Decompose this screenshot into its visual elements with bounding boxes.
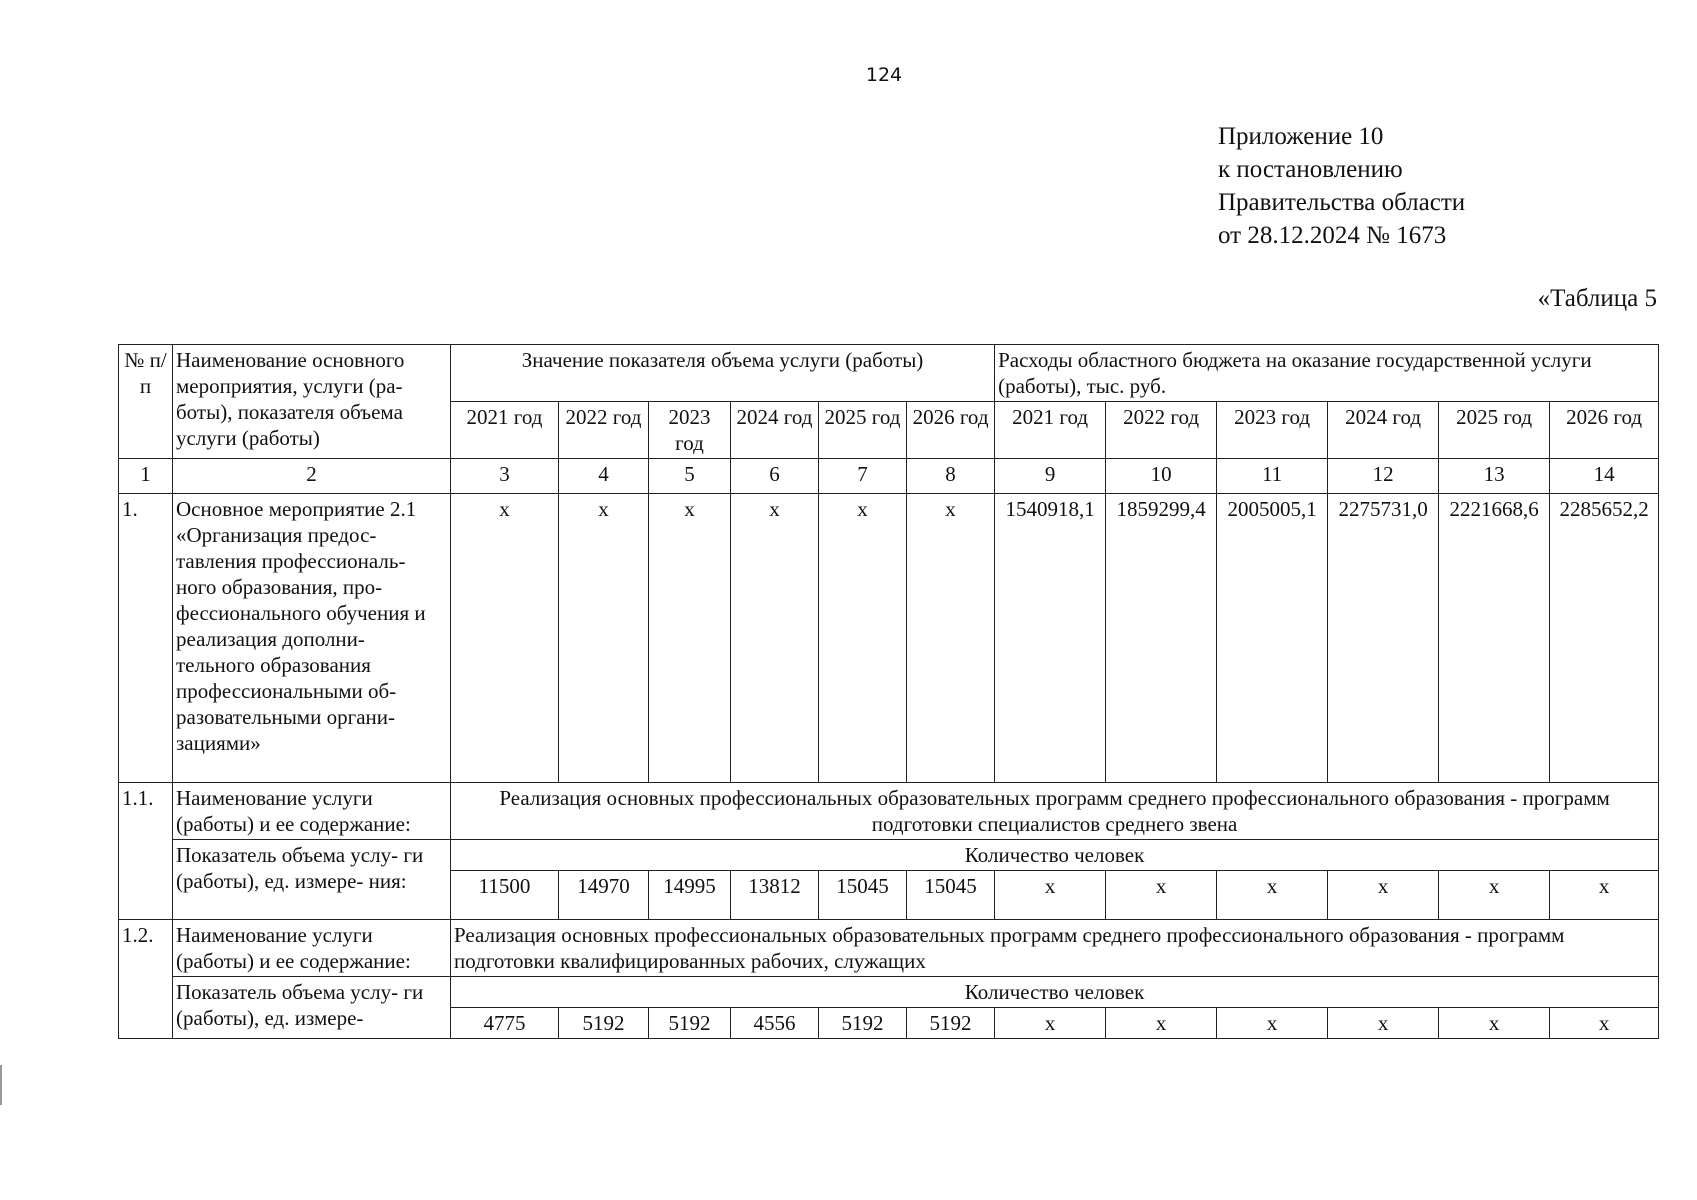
column-index: 2 xyxy=(173,459,451,494)
scan-margin-mark xyxy=(0,1065,10,1105)
column-index: 10 xyxy=(1106,459,1217,494)
volume-cell: 4556 xyxy=(731,1008,819,1039)
appendix-block xyxy=(1218,120,1465,252)
budget-cell: x xyxy=(1550,871,1659,920)
table-row xyxy=(119,977,1659,1008)
header-row xyxy=(119,345,1659,402)
column-index-row xyxy=(119,459,1659,494)
appendix-line: к постановлению xyxy=(1218,156,1403,183)
volume-cell: 15045 xyxy=(907,871,995,920)
header-volume-year: 2026 год xyxy=(907,402,995,459)
header-name: Наименование основного мероприятия, услуги (ра- боты), показателя объема услуги (работы) xyxy=(173,345,451,459)
volume-cell: x xyxy=(451,494,559,783)
column-index: 11 xyxy=(1217,459,1328,494)
header-budget-year: 2024 год xyxy=(1328,402,1439,459)
header-volume-year: 2021 год xyxy=(451,402,559,459)
header-budget-year: 2026 год xyxy=(1550,402,1659,459)
unit-label: Количество человек xyxy=(451,840,1659,871)
budget-cell: 1859299,4 xyxy=(1106,494,1217,783)
budget-cell: 2275731,0 xyxy=(1328,494,1439,783)
header-budget-year: 2021 год xyxy=(995,402,1106,459)
table-row xyxy=(119,840,1659,871)
service-text: Реализация основных профессиональных образовательных программ среднего профессионального образования - программ подготовки специалистов среднего звена xyxy=(451,783,1659,840)
service-label: Наименование услуги (работы) и ее содержание: xyxy=(173,920,451,977)
column-index: 6 xyxy=(731,459,819,494)
volume-cell: 15045 xyxy=(819,871,907,920)
volume-cell: 13812 xyxy=(731,871,819,920)
row-number: 1.2. xyxy=(119,920,173,1039)
budget-cell: 2221668,6 xyxy=(1439,494,1550,783)
appendix-line: Приложение 10 xyxy=(1218,123,1384,150)
budget-cell: 1540918,1 xyxy=(995,494,1106,783)
volume-cell: x xyxy=(649,494,731,783)
header-volume-year: 2022 год xyxy=(559,402,649,459)
budget-cell: x xyxy=(1439,1008,1550,1039)
indicator-label: Показатель объема услу- ги (работы), ед. измере- ния: xyxy=(173,840,451,920)
header-num: № п/п xyxy=(119,345,173,459)
budget-cell: x xyxy=(1328,1008,1439,1039)
budget-cell: 2005005,1 xyxy=(1217,494,1328,783)
volume-cell: 5192 xyxy=(819,1008,907,1039)
budget-cell: x xyxy=(1550,1008,1659,1039)
header-budget-year: 2025 год xyxy=(1439,402,1550,459)
budget-cell: x xyxy=(995,1008,1106,1039)
column-index: 7 xyxy=(819,459,907,494)
table-row xyxy=(119,783,1659,840)
volume-cell: 14970 xyxy=(559,871,649,920)
volume-cell: 5192 xyxy=(559,1008,649,1039)
volume-cell: x xyxy=(819,494,907,783)
budget-cell: x xyxy=(1217,871,1328,920)
budget-cell: x xyxy=(1439,871,1550,920)
volume-cell: x xyxy=(907,494,995,783)
service-text: Реализация основных профессиональных образовательных программ среднего профессионального образования - программ подготовки квалифицированных рабочих, служащих xyxy=(451,920,1659,977)
column-index: 13 xyxy=(1439,459,1550,494)
column-index: 3 xyxy=(451,459,559,494)
budget-cell: 2285652,2 xyxy=(1550,494,1659,783)
table-row xyxy=(119,920,1659,977)
unit-label: Количество человек xyxy=(451,977,1659,1008)
header-volume-year: 2023 год xyxy=(649,402,731,459)
row-number: 1.1. xyxy=(119,783,173,920)
budget-cell: x xyxy=(1328,871,1439,920)
page-number: 124 xyxy=(865,64,903,86)
column-index: 9 xyxy=(995,459,1106,494)
row-name: Основное мероприятие 2.1 «Организация предос- тавления профессиональ- ного образования, про- фессионального обучения и реализация дополни- тельного образования профессиональными об- разовательными органи- зациями» xyxy=(173,494,451,783)
column-index: 4 xyxy=(559,459,649,494)
budget-cell: x xyxy=(1217,1008,1328,1039)
header-budget-year: 2022 год xyxy=(1106,402,1217,459)
volume-cell: 5192 xyxy=(907,1008,995,1039)
column-index: 8 xyxy=(907,459,995,494)
service-label: Наименование услуги (работы) и ее содержание: xyxy=(173,783,451,840)
volume-cell: 5192 xyxy=(649,1008,731,1039)
indicator-label: Показатель объема услу- ги (работы), ед. измере- xyxy=(173,977,451,1039)
header-group-volume: Значение показателя объема услуги (работы) xyxy=(451,345,995,402)
header-group-budget: Расходы областного бюджета на оказание государственной услуги (работы), тыс. руб. xyxy=(995,345,1659,402)
budget-cell: x xyxy=(995,871,1106,920)
services-table xyxy=(118,344,1659,1039)
appendix-line: Правительства области xyxy=(1218,189,1466,216)
volume-cell: 14995 xyxy=(649,871,731,920)
header-volume-year: 2025 год xyxy=(819,402,907,459)
header-budget-year: 2023 год xyxy=(1217,402,1328,459)
table-caption: «Таблица 5 xyxy=(1537,285,1657,312)
budget-cell: x xyxy=(1106,1008,1217,1039)
header-volume-year: 2024 год xyxy=(731,402,819,459)
table-row xyxy=(119,494,1659,783)
column-index: 5 xyxy=(649,459,731,494)
column-index: 14 xyxy=(1550,459,1659,494)
appendix-line: от 28.12.2024 № 1673 xyxy=(1218,222,1447,249)
column-index: 12 xyxy=(1328,459,1439,494)
column-index: 1 xyxy=(119,459,173,494)
volume-cell: x xyxy=(559,494,649,783)
budget-cell: x xyxy=(1106,871,1217,920)
volume-cell: 11500 xyxy=(451,871,559,920)
volume-cell: x xyxy=(731,494,819,783)
row-number: 1. xyxy=(119,494,173,783)
volume-cell: 4775 xyxy=(451,1008,559,1039)
